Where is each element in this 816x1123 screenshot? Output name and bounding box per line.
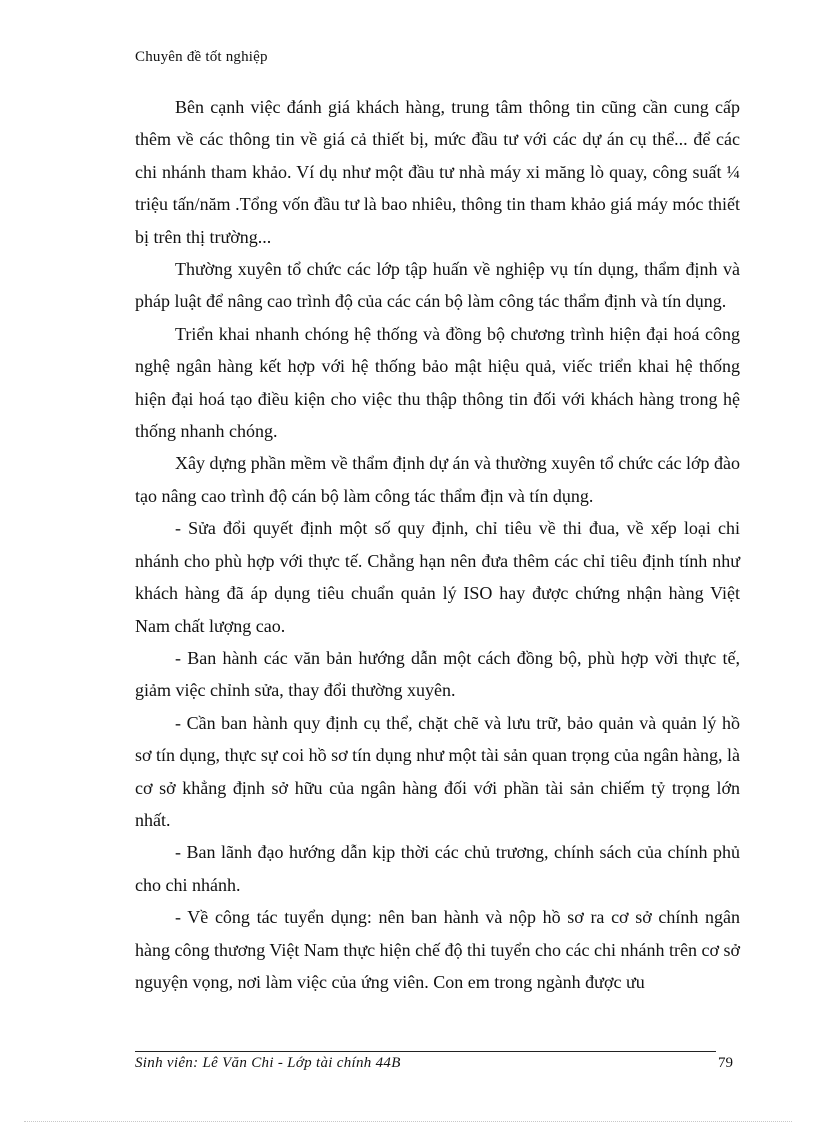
page-header-title: Chuyên đề tốt nghiệp [135,49,268,65]
page-bottom-edge [24,1121,792,1122]
paragraph-7: - Cần ban hành quy định cụ thể, chặt chẽ và lưu trữ, bảo quản và quản lý hồ sơ tín dụng, thực sự coi hồ sơ tín dụng như một tài sản quan trọng của ngân hàng, là cơ sở khẳng định sở hữu của ngân hàng đối với phần tài sản chiếm tỷ trọng lớn nhất. [135,712,740,830]
paragraph-9: - Về công tác tuyển dụng: nên ban hành và nộp hồ sơ ra cơ sở chính ngân hàng công thương Việt Nam thực hiện chế độ thi tuyển cho các chi nhánh trên cơ sở nguyện vọng, nơi làm việc của ứng viên. Con em trong ngành được ưu [135,907,740,992]
paragraph-1: Bên cạnh việc đánh giá khách hàng, trung tâm thông tin cũng cần cung cấp thêm về các thông tin về giá cả thiết bị, mức đầu tư với các dự án cụ thể... để các chi nhánh tham khảo. Ví dụ như một đầu tư nhà máy xi măng lò quay, công suất ¼ triệu tấn/năm .Tổng vốn đầu tư là bao nhiêu, thông tin tham khảo giá máy móc thiết bị trên thị trường... [135,97,740,247]
paragraph-3: Triển khai nhanh chóng hệ thống và đồng bộ chương trình hiện đại hoá công nghệ ngân hàng kết hợp với hệ thống bảo mật hiệu quả, viếc triển khai hệ thống hiện đại hoá tạo điều kiện cho việc thu thập thông tin đối với khách hàng trong hệ thống nhanh chóng. [135,323,740,442]
paragraph-6: - Ban hành các văn bản hướng dẫn một cách đồng bộ, phù hợp vời thực tế, giảm việc chỉnh sửa, thay đổi thường xuyên. [135,647,740,701]
page-number: 79 [718,1055,733,1071]
paragraph-2: Thường xuyên tổ chức các lớp tập huấn về nghiệp vụ tín dụng, thẩm định và pháp luật để nâng cao trình độ của các cán bộ làm công tác thẩm định và tín dụng. [135,259,740,312]
paragraph-4: Xây dựng phần mềm về thẩm định dự án và thường xuyên tổ chức các lớp đào tạo nâng cao trình độ cán bộ làm công tác thẩm địn và tín dụng. [135,453,740,506]
paragraph-5: - Sửa đổi quyết định một số quy định, chỉ tiêu về thi đua, về xếp loại chi nhánh cho phù hợp với thực tế. Chẳng hạn nên đưa thêm các chỉ tiêu định tính như khách hàng đã áp dụng tiêu chuẩn quản lý ISO hay được chứng nhận hàng Việt Nam chất lượng cao. [135,518,740,636]
footer-author: Sinh viên: Lê Văn Chi - Lớp tài chính 44B [135,1055,401,1071]
paragraph-8: - Ban lãnh đạo hướng dẫn kịp thời các chủ trương, chính sách của chính phủ cho chi nhánh. [135,842,740,895]
body-text [135,91,740,998]
footer-divider [135,1051,716,1052]
